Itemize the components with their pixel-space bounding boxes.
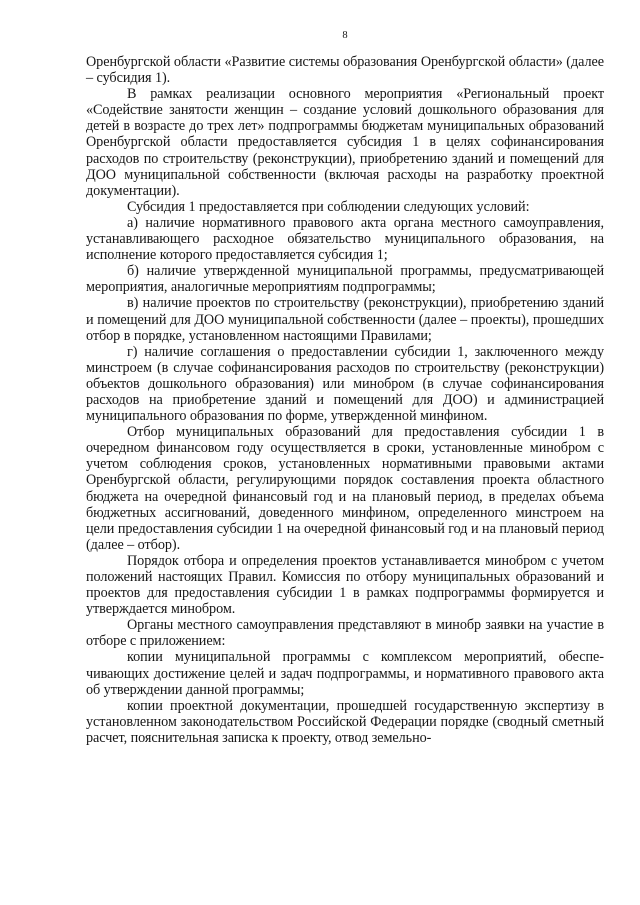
page-number: 8: [342, 30, 348, 41]
paragraph-selection-timing: Отбор муниципальных образований для предоставления субсидии 1 в очередном финансовом году осуществляется в сроки, установленные минобром с учетом соблюдения сроков, установленных нормативными правовыми актами Оренбургской области, регулирующими порядок составления проекта областного бюджета на очередной финансовый год и на плановый период, в пределах объема бюджетных ассигнований, доведенного минфином, определенного минстроем на цели предоставления субсидии 1 на очередной финансовый год и на плановый период (далее – отбор).: [86, 424, 604, 553]
paragraph-selection-procedure: Порядок отбора и определения проектов устанавливается минобром с учетом положений настоящих Правил. Комиссия по отбору муниципальных образований и проектов для предоставления субсидии 1 в рамках подпрограммы формируется и утверждается минобром.: [86, 552, 604, 618]
paragraph-attachment-project-docs: копии проектной документации, прошедшей государственную экспертизу в установленном законодательством Российской Федерации порядке (сводный сметный расчет, пояснительная записка к проекту, отвод земельно-: [86, 697, 604, 746]
paragraph-condition-b: б) наличие утвержденной муниципальной программы, предусматривающей мероприятия, аналогичные мероприятиям подпрограммы;: [86, 263, 604, 296]
paragraph-condition-v: в) наличие проектов по строительству (реконструкции), приобретению зданий и помещений для ДОО муниципальной собственности (далее – проекты), прошедших отбор в порядке, установленном настоящими Правилами;: [86, 295, 604, 344]
paragraph-condition-a: а) наличие нормативного правового акта органа местного самоуправления, устанавливающего расходное обязательство муниципального образования, на исполнение которого предоставляется субсидия 1;: [86, 214, 604, 264]
document-body: [86, 54, 604, 746]
paragraph-subsidy-purpose: В рамках реализации основного мероприятия «Региональный проект «Содействие занятости женщин – создание условий дошкольного образования для детей в возрасте до трех лет» подпрограммы бюджетам муниципальных образований Оренбургской области предоставляется субсидия 1 в целях софинансирования расходов по строительству (реконструкции), приобретению зданий и помещений для ДОО муниципальной собственности (включая расходы на разработку проектной документации).: [86, 86, 604, 199]
paragraph-continuation: Оренбургской области «Развитие системы образования Оренбургской области» (далее – субсидия 1).: [86, 54, 604, 87]
paragraph-conditions-intro: Субсидия 1 предоставляется при соблюдении следующих условий:: [127, 198, 530, 215]
paragraph-attachment-program: копии муниципальной программы с комплексом мероприятий, обеспечивающих достижение целей и задач подпрограммы, и нормативного правового акта об утверждении данной программы;: [86, 649, 604, 698]
paragraph-condition-g: г) наличие соглашения о предоставлении субсидии 1, заключенного между минстроем (в случае софинансирования расходов по строительству (реконструкции) объектов дошкольного образования) или минобром (в случае софинансирования расходов на приобретение зданий и помещений для ДОО) и администрацией муниципального образования по форме, утвержденной минфином.: [86, 343, 604, 425]
paragraph-applications: Органы местного самоуправления представляют в минобр заявки на участие в отборе с приложением:: [86, 617, 604, 650]
